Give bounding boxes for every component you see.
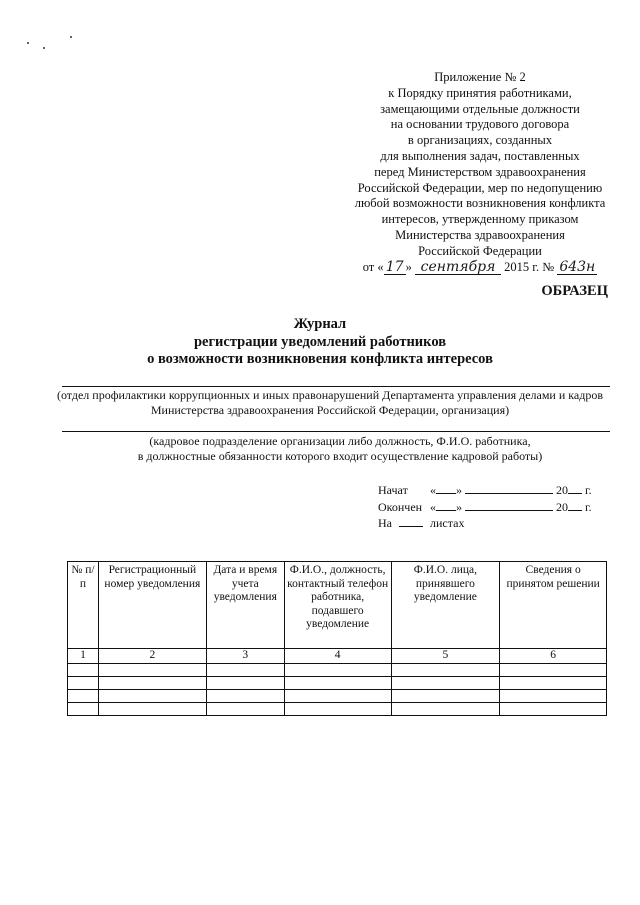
table-cell <box>206 689 284 702</box>
scan-speck <box>70 36 72 38</box>
journal-table <box>67 561 607 716</box>
table-cell <box>68 702 99 715</box>
month-blank <box>465 482 553 494</box>
date-prefix: от « <box>362 259 384 274</box>
scan-speck <box>27 42 29 44</box>
journal-title <box>0 316 640 369</box>
sheets-count-blank <box>399 515 423 527</box>
table-number-row <box>68 649 607 664</box>
order-day: 17 <box>384 260 406 275</box>
month-blank <box>465 499 553 511</box>
century: 20 <box>556 483 568 497</box>
table-cell <box>391 689 500 702</box>
table-cell <box>500 689 607 702</box>
appendix-line: Российской Федерации, мер по недопущению <box>357 180 603 195</box>
table-cell <box>98 689 206 702</box>
table-row <box>68 689 607 702</box>
century: 20 <box>556 500 568 514</box>
table-cell <box>284 689 391 702</box>
header-number: № п/п <box>68 562 99 649</box>
department-note <box>40 388 620 418</box>
header-decision: Сведения о принятом решении <box>500 562 607 649</box>
date-quote-close: » <box>405 259 412 274</box>
table-cell <box>68 663 99 676</box>
appendix-line: Российской Федерации <box>418 243 542 258</box>
table-cell <box>391 702 500 715</box>
appendix-line: замещающими отдельные должности <box>380 101 580 116</box>
appendix-header <box>300 70 640 275</box>
appendix-line: Министерства здравоохранения <box>395 227 565 242</box>
order-year-text: 2015 г. № <box>504 259 555 274</box>
column-number: 1 <box>68 649 99 664</box>
order-number: 643н <box>557 260 597 275</box>
table-cell <box>284 702 391 715</box>
appendix-line: в организациях, созданных <box>407 133 553 148</box>
open-quote: « <box>430 483 436 497</box>
appendix-line: для выполнения задач, поставленных <box>380 148 580 163</box>
table-cell <box>68 676 99 689</box>
appendix-line: интересов, утвержденному приказом <box>381 212 579 227</box>
table-cell <box>98 676 206 689</box>
table-cell <box>68 689 99 702</box>
department-note-line-2: Министерства здравоохранения Российской Федерации, организация) <box>150 403 510 417</box>
scan-speck <box>43 47 45 49</box>
order-date-line <box>300 260 640 276</box>
column-number: 2 <box>98 649 206 664</box>
table-cell <box>500 702 607 715</box>
column-number: 5 <box>391 649 500 664</box>
sample-stamp: ОБРАЗЕЦ <box>541 283 608 299</box>
appendix-line: на основании трудового договора <box>390 117 570 132</box>
started-label: Начат <box>378 483 408 497</box>
table-cell <box>206 676 284 689</box>
table-header-row <box>68 562 607 649</box>
appendix-line: Приложение № 2 <box>434 70 526 84</box>
table-cell <box>391 676 500 689</box>
table-row <box>68 676 607 689</box>
table-cell <box>500 663 607 676</box>
sheets-line <box>378 515 464 531</box>
hr-note <box>60 434 620 464</box>
appendix-line: к Порядку принятия работниками, <box>388 85 572 100</box>
year-blank <box>568 499 582 511</box>
department-fill-line <box>62 386 610 387</box>
title-line-1: Журнал <box>293 316 347 332</box>
order-month: сентября <box>415 260 501 275</box>
column-number: 4 <box>284 649 391 664</box>
hr-note-line-2: в должностные обязанности которого входит осуществление кадровой работы) <box>137 449 543 463</box>
on-label: На <box>378 516 392 530</box>
sheets-label: листах <box>430 516 465 530</box>
table-cell <box>284 676 391 689</box>
table-cell <box>98 663 206 676</box>
table-cell <box>391 663 500 676</box>
header-registration-number: Регистрационный номер уведомления <box>98 562 206 649</box>
day-blank <box>436 499 456 511</box>
header-receiver: Ф.И.О. лица, принявшего уведомление <box>391 562 500 649</box>
ended-line <box>378 499 592 515</box>
day-blank <box>436 482 456 494</box>
close-quote: » <box>456 500 462 514</box>
column-number: 3 <box>206 649 284 664</box>
year-suffix: г. <box>585 483 592 497</box>
open-quote: « <box>430 500 436 514</box>
appendix-line: перед Министерством здравоохранения <box>374 164 586 179</box>
department-note-line-1: (отдел профилактики коррупционных и иных правонарушений Департамента управления делами и кадров <box>56 388 604 402</box>
hr-fill-line <box>62 431 610 432</box>
table-row <box>68 702 607 715</box>
year-blank <box>568 482 582 494</box>
ended-label: Окончен <box>378 500 423 514</box>
title-line-3: о возможности возникновения конфликта интересов <box>147 351 493 367</box>
table-cell <box>206 663 284 676</box>
title-line-2: регистрации уведомлений работников <box>193 333 447 350</box>
table-cell <box>500 676 607 689</box>
started-line <box>378 482 592 498</box>
table-row <box>68 663 607 676</box>
close-quote: » <box>456 483 462 497</box>
header-employee-info: Ф.И.О., должность, контактный телефон работника, подавшего уведомление <box>284 562 391 649</box>
header-date-time: Дата и время учета уведомления <box>206 562 284 649</box>
hr-note-line-1: (кадровое подразделение организации либо должность, Ф.И.О. работника, <box>149 434 531 448</box>
table-cell <box>284 663 391 676</box>
table-cell <box>206 702 284 715</box>
appendix-line: любой возможности возникновения конфликта <box>354 196 606 211</box>
year-suffix: г. <box>585 500 592 514</box>
column-number: 6 <box>500 649 607 664</box>
table-cell <box>98 702 206 715</box>
